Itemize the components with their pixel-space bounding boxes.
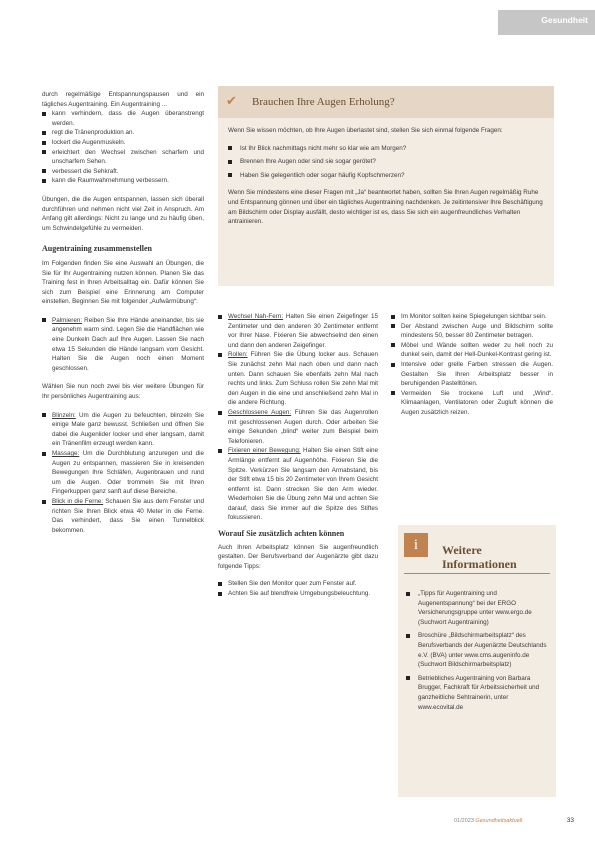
list-item: Wechsel Nah-Fern: Halten Sie einen Zeigefinger 15 Zentimeter und den anderen 30 Zentimeter entfernt vor Ihrer Nase. Fixieren Sie abwechselnd den einen und dann den anderen Zeigefinger. — [218, 312, 378, 350]
magazine-name: Gesundheitsaktuell — [475, 818, 523, 824]
list-item: Geschlossene Augen: Führen Sie das Augenrollen mit geschlossenen Augen durch. Oder arbeiten Sie einige Sekunden „blind“ weiter zum Beispiel beim Telefonieren. — [218, 408, 378, 446]
exercise-list — [42, 411, 204, 536]
warmup-list — [42, 316, 204, 374]
bullet-icon — [406, 634, 410, 638]
bullet-icon — [42, 169, 46, 173]
page-footer — [454, 816, 574, 826]
section-heading: Augentraining zusammenstellen — [42, 244, 152, 254]
paragraph: Auch Ihren Arbeitsplatz können Sie augenfreundlich gestalten. Der Berufsverband der Augenärzte gibt dazu folgende Tipps: — [218, 543, 378, 570]
bullet-icon — [42, 179, 46, 183]
callout-body — [228, 126, 546, 235]
divider — [404, 573, 550, 574]
list-item: Achten Sie auf blendfreie Umgebungsbeleuchtung. — [218, 589, 378, 599]
section-tab — [498, 10, 595, 35]
list-item: Betriebliches Augentraining von Barbara Brugger, Fachkraft für Arbeitssicherheit und ganzheitliche Sehtrainerin, unter www.ecovital.de — [406, 674, 548, 712]
list-item: verbessert die Sehkraft. — [42, 167, 204, 177]
bullet-icon — [218, 353, 222, 357]
bullet-icon — [218, 582, 222, 586]
resource-list — [406, 589, 548, 716]
list-item: Intensive oder grelle Farben stressen die Augen. Gestalten Sie Ihren Arbeitsplatz besser in beruhigenden Pastelltönen. — [391, 360, 553, 389]
bullet-icon — [391, 315, 395, 319]
bullet-icon — [42, 452, 46, 456]
checkmark-icon: ✔ — [226, 93, 237, 108]
bullet-icon — [42, 318, 46, 322]
bullet-icon — [42, 131, 46, 135]
list-item: Im Monitor sollten keine Spiegelungen sichtbar sein. — [391, 312, 553, 322]
section-heading: Worauf Sie zusätzlich achten können — [218, 529, 345, 539]
eye-check-callout — [218, 86, 554, 286]
list-item: Der Abstand zwischen Auge und Bildschirm sollte mindestens 50, besser 80 Zentimeter betragen. — [391, 322, 553, 341]
list-item: lockert die Augenmuskeln. — [42, 138, 204, 148]
bullet-icon — [42, 500, 46, 504]
list-item: Palmieren: Reiben Sie Ihre Hände aneinander, bis sie angenehm warm sind. Legen Sie die Handflächen wie eine Dunkeln Dach auf Ihre Augen. Lassen Sie nach etwa 15 Sekunden die Hände langsam vom Gesicht. Halten Sie die Augen noch einen Moment geschlossen. — [42, 316, 204, 374]
intro-text: durch regelmäßige Entspannungspausen und ein tägliches Augentraining. Ein Augentraining ... — [42, 91, 204, 108]
info-title: Weitere Informationen — [442, 543, 517, 571]
exercise-list — [218, 312, 378, 523]
bullet-icon — [391, 343, 395, 347]
callout-conclusion: Wenn Sie mindestens eine dieser Fragen mit „Ja“ beantwortet haben, sollten Sie Ihren Augen regelmäßig Ruhe und Entspannung gönnen und über ein tägliches Augentraining nachdenken. Je zeitintensiver Ihre Beschäftigung am Bildschirm oder Display ausfällt, desto wichtiger ist es, dass Sie sich ein augenfreundliches Verhalten antrainieren. — [228, 189, 543, 226]
bullet-icon — [391, 391, 395, 395]
list-item: Brennen Ihre Augen oder sind sie sogar gerötet? — [228, 157, 546, 167]
list-item: kann verhindern, dass die Augen überanstrengt werden. — [42, 109, 204, 128]
bullet-icon — [391, 324, 395, 328]
bullet-icon — [42, 112, 46, 116]
bullet-icon — [218, 592, 222, 596]
list-item: Broschüre „Bildschirmarbeitsplatz“ des Berufsverbands der Augenärzte Deutschlands e.V. (BVA) unter www.cms.augeninfo.de (Suchwort Bildschirmarbeitsplatz) — [406, 631, 548, 669]
bullet-icon — [228, 160, 232, 164]
bullet-icon — [42, 413, 46, 417]
list-item: Fixieren einer Bewegung: Halten Sie einen Stift eine Armlänge entfernt auf Augenhöhe. Fixieren Sie die Spitze. Verkürzen Sie langsam den Armabstand, bis der Stift etwa 15 bis 20 Zentimeter von Ihrem Gesicht entfernt ist. Dann strecken Sie den Arm wieder. Wiederholen Sie die Übung zehn Mal und achten Sie darauf, dass Sie immer auf die Spitze des Stiftes fokussieren. — [218, 446, 378, 523]
left-column — [42, 90, 204, 535]
paragraph: Übungen, die die Augen entspannen, lassen sich überall durchführen und nehmen nicht viel Zeit in Anspruch. Am Anfang gilt allerdings: Nicht zu lange und zu häufig üben, um Schwindelgefühle zu vermeiden. — [42, 195, 204, 232]
list-item: „Tipps für Augentraining und Augenentspannung“ bei der ERGO Versicherungsgruppe unter www.ergo.de (Suchwort Augentraining) — [406, 589, 548, 627]
tips-list — [218, 579, 378, 598]
list-item: kann die Raumwahrnehmung verbessern. — [42, 176, 204, 186]
bullet-icon — [218, 449, 222, 453]
callout-intro: Wenn Sie wissen möchten, ob Ihre Augen überlastet sind, stellen Sie sich einmal folgende Fragen: — [228, 127, 503, 134]
callout-title: Brauchen Ihre Augen Erholung? — [252, 96, 395, 108]
list-item: Ist Ihr Blick nachmittags nicht mehr so klar wie am Morgen? — [228, 144, 546, 154]
benefits-list — [42, 109, 204, 186]
bullet-icon — [42, 150, 46, 154]
list-item: Haben Sie gelegentlich oder sogar häufig Kopfschmerzen? — [228, 171, 546, 181]
list-item: regt die Tränenproduktion an. — [42, 128, 204, 138]
paragraph: Wählen Sie nun noch zwei bis vier weitere Übungen für Ihr persönliches Augentraining aus: — [42, 383, 204, 401]
list-item: Möbel und Wände sollten weder zu hell noch zu dunkel sein, damit der Hell-Dunkel-Kontrast gering ist. — [391, 341, 553, 360]
bullet-icon — [391, 363, 395, 367]
question-list — [228, 144, 546, 181]
section-label: Gesundheit — [541, 15, 588, 25]
callout-header — [218, 86, 554, 118]
list-item: Blinzeln: Um die Augen zu befeuchten, blinzeln Sie einige Male ganz bewusst. Schließen und öffnen Sie dabei die Augenlider locker und eher langsam, damit ein Tränenfilm erzeugt werden kann. — [42, 411, 204, 449]
info-icon: i — [404, 533, 428, 557]
list-item: Rollen: Führen Sie die Übung locker aus. Schauen Sie zunächst zehn Mal nach oben und dann nach unten. Dann schauen Sie ebenfalls zehn Mal nach rechts und links. Zum Schluss rollen Sie zehn Mal mit den Augen in die eine und anschließend zehn Mal in die andere Richtung. — [218, 350, 378, 408]
list-item: Stellen Sie den Monitor quer zum Fenster auf. — [218, 579, 378, 589]
bullet-icon — [406, 592, 410, 596]
list-item: erleichtert den Wechsel zwischen scharfem und unscharfem Sehen. — [42, 148, 204, 167]
bullet-icon — [218, 411, 222, 415]
right-column — [391, 312, 553, 418]
tips-list — [391, 312, 553, 418]
issue-label: 01/2023 — [454, 818, 474, 824]
middle-column — [218, 312, 378, 599]
list-item: Blick in die Ferne: Schauen Sie aus dem Fenster und richten Sie Ihren Blick etwa 40 Meter in die Ferne. Das verhindert, dass Sie einen Tunnelblick bekommen. — [42, 497, 204, 535]
bullet-icon — [406, 676, 410, 680]
list-item: Massage: Um die Durchblutung anzuregen und die Augen zu entspannen, massieren Sie in kreisenden Bewegungen Ihre Schläfen, Augenbrauen und rund um die Augen. Oder trommeln Sie mit Ihren Fingerkuppen ganz sanft auf diese Bereiche. — [42, 449, 204, 497]
paragraph: Im Folgenden finden Sie eine Auswahl an Übungen, die Sie für Ihr Augentraining nutzen können. Planen Sie das Training fest in Ihren Arbeitsalltag ein. Dafür können Sie sich zum Beispiel eine Erinnerung am Computer einstellen. Beginnen Sie mit folgender „Aufwärmübung“: — [42, 259, 204, 306]
bullet-icon — [228, 173, 232, 177]
page-number: 33 — [566, 817, 574, 824]
more-info-box — [398, 525, 556, 797]
bullet-icon — [218, 315, 222, 319]
bullet-icon — [228, 146, 232, 150]
list-item: Vermeiden Sie trockene Luft und „Wind“. Klimaanlagen, Ventilatoren oder Zugluft können die Augen zusätzlich reizen. — [391, 389, 553, 418]
bullet-icon — [42, 141, 46, 145]
